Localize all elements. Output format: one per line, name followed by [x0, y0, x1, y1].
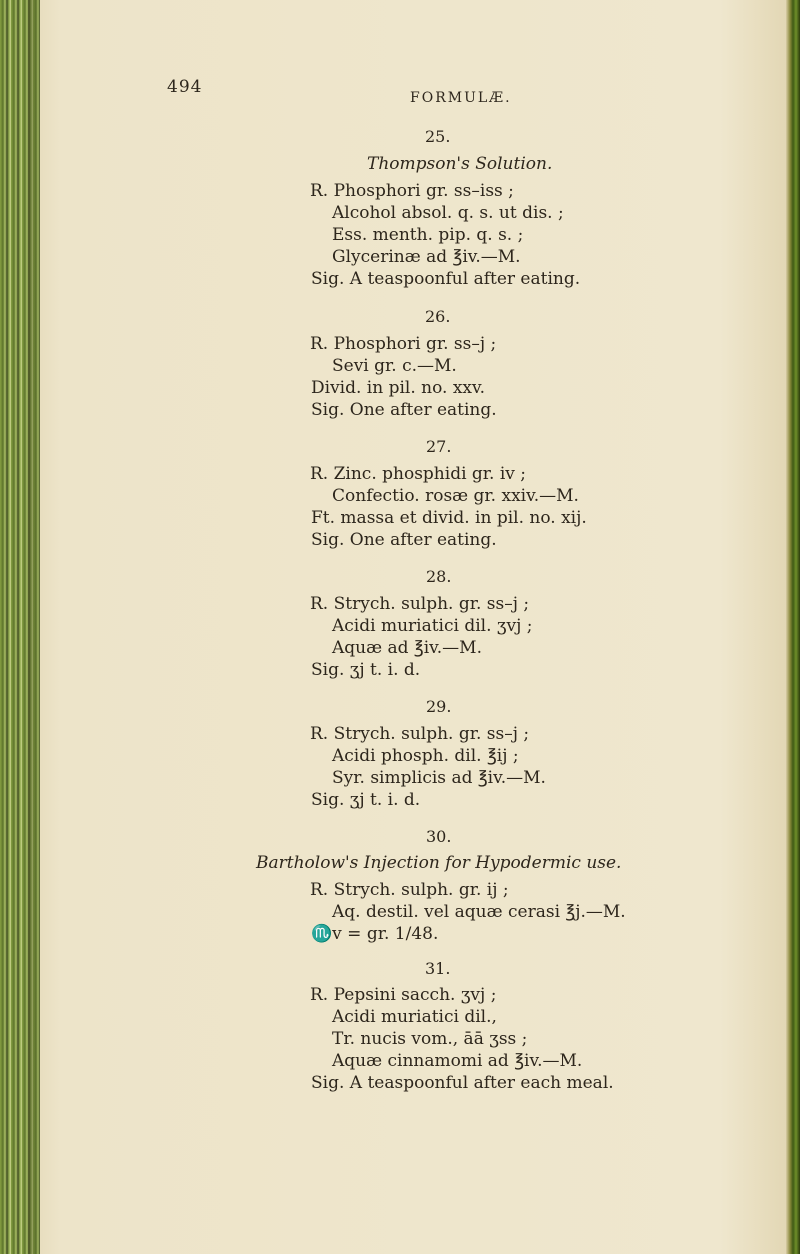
formula-line: R. Zinc. phosphidi gr. iv ; — [310, 464, 527, 484]
formula-extra: ♏v = gr. 1/48. — [311, 924, 439, 944]
formula-number-27: 27. — [426, 437, 452, 456]
formula-line: Aquæ ad ℥iv.—M. — [332, 638, 482, 658]
running-head: FORMULÆ. — [410, 90, 512, 106]
formula-line: R. Pepsini sacch. ʒvj ; — [310, 985, 497, 1005]
formula-line: Syr. simplicis ad ℥iv.—M. — [332, 768, 546, 788]
formula-sig: Sig. A teaspoonful after each meal. — [311, 1073, 614, 1093]
formula-title-25: Thompson's Solution. — [367, 154, 553, 174]
formula-line: Ess. menth. pip. q. s. ; — [332, 225, 524, 245]
formula-line: Tr. nucis vom., āā ʒss ; — [332, 1029, 528, 1049]
formula-number-26: 26. — [425, 307, 451, 326]
book-binding-right — [786, 0, 800, 1254]
formula-line: R. Strych. sulph. gr. ss–j ; — [310, 594, 530, 614]
formula-number-29: 29. — [426, 697, 452, 716]
formula-sig: Sig. ʒj t. i. d. — [311, 660, 421, 680]
formula-line: R. Phosphori gr. ss–iss ; — [310, 181, 514, 201]
formula-number-30: 30. — [426, 827, 452, 846]
formula-line: R. Strych. sulph. gr. ss–j ; — [310, 724, 530, 744]
formula-line: Confectio. rosæ gr. xxiv.—M. — [332, 486, 579, 506]
formula-line: Aquæ cinnamomi ad ℥iv.—M. — [332, 1051, 583, 1071]
formula-number-25: 25. — [425, 127, 451, 146]
page-number: 494 — [167, 77, 203, 97]
formula-line: Glycerinæ ad ℥iv.—M. — [332, 247, 521, 267]
formula-line: Alcohol absol. q. s. ut dis. ; — [332, 203, 564, 223]
book-binding-left — [0, 0, 40, 1254]
formula-line: Sevi gr. c.—M. — [332, 356, 457, 376]
formula-title-30: Bartholow's Injection for Hypodermic use. — [256, 853, 622, 873]
formula-sig: Sig. A teaspoonful after eating. — [311, 269, 581, 289]
formula-extra: Divid. in pil. no. xxv. — [311, 378, 486, 398]
formula-number-28: 28. — [426, 567, 452, 586]
formula-line: R. Phosphori gr. ss–j ; — [310, 334, 497, 354]
formula-line: Aq. destil. vel aquæ cerasi ℥j.—M. — [332, 902, 626, 922]
formula-sig: Sig. One after eating. — [311, 530, 497, 550]
formula-sig: Sig. One after eating. — [311, 400, 497, 420]
formula-sig: Sig. ʒj t. i. d. — [311, 790, 421, 810]
formula-line: Acidi muriatici dil., — [332, 1007, 497, 1027]
formula-extra: Ft. massa et divid. in pil. no. xij. — [311, 508, 587, 528]
formula-number-31: 31. — [425, 959, 451, 978]
formula-line: Acidi phosph. dil. ℥ij ; — [332, 746, 519, 766]
formula-line: R. Strych. sulph. gr. ij ; — [310, 880, 509, 900]
formula-line: Acidi muriatici dil. ʒvj ; — [332, 616, 533, 636]
